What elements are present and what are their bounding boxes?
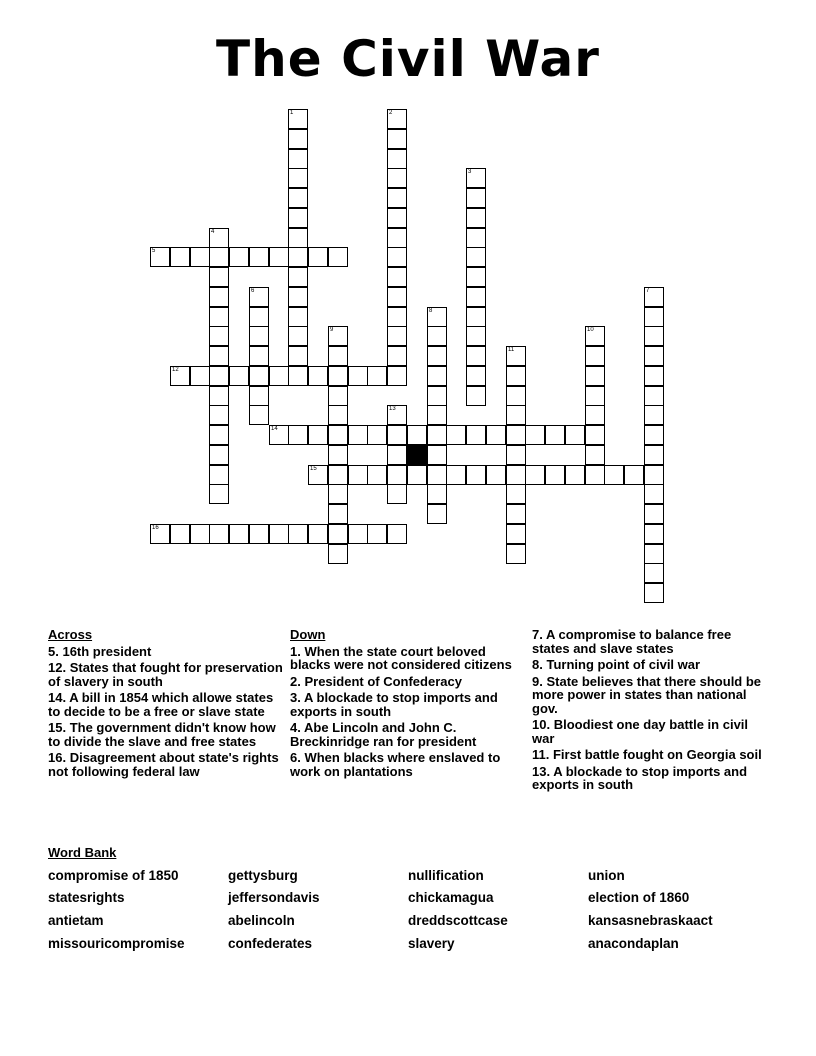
clue-down-3: [290, 691, 524, 718]
grid-cell[interactable]: [308, 247, 328, 267]
grid-cell[interactable]: [387, 346, 407, 366]
clue-down-4: [290, 721, 524, 748]
clue-text: State believes that there should be more power in states than national gov.: [532, 673, 762, 716]
grid-cell[interactable]: [209, 524, 229, 544]
clue-number: 1.: [290, 643, 301, 659]
down-clues-continued: [532, 628, 772, 795]
grid-cell[interactable]: [387, 484, 407, 504]
clue-text: States that fought for preservation of slavery in south: [48, 660, 283, 689]
grid-cell[interactable]: [328, 484, 348, 504]
clue-text: When the state court beloved blacks were not considered citizens: [290, 643, 512, 672]
grid-cell[interactable]: [387, 228, 407, 248]
grid-cell[interactable]: [644, 563, 664, 583]
clue-down-8: [532, 658, 772, 672]
grid-cell[interactable]: [466, 208, 486, 228]
clue-across-12: [48, 661, 284, 688]
clue-number-label: 13: [389, 406, 396, 412]
grid-cell[interactable]: [565, 465, 585, 485]
grid-cell[interactable]: [288, 366, 308, 386]
grid-cell[interactable]: [585, 326, 605, 346]
clue-down-1: [290, 645, 524, 672]
grid-cell[interactable]: [644, 386, 664, 406]
grid-cell[interactable]: [387, 524, 407, 544]
grid-cell[interactable]: [604, 465, 624, 485]
grid-cell[interactable]: [209, 366, 229, 386]
grid-cell[interactable]: [466, 287, 486, 307]
grid-cell[interactable]: [328, 465, 348, 485]
grid-cell[interactable]: [644, 307, 664, 327]
grid-cell[interactable]: [644, 346, 664, 366]
grid-cell[interactable]: [348, 465, 368, 485]
word-bank-heading: Word Bank: [48, 845, 117, 860]
clue-text: A blockade to stop imports and exports in south: [532, 763, 748, 792]
grid-cell[interactable]: [466, 228, 486, 248]
grid-cell[interactable]: [308, 366, 328, 386]
word-bank-item: antietam: [48, 913, 104, 928]
clue-number-label: 10: [587, 327, 594, 333]
grid-cell[interactable]: [427, 504, 447, 524]
grid-cell[interactable]: [328, 405, 348, 425]
grid-cell[interactable]: [585, 346, 605, 366]
grid-cell[interactable]: [249, 326, 269, 346]
grid-cell[interactable]: [249, 287, 269, 307]
grid-cell[interactable]: [545, 425, 565, 445]
grid-cell[interactable]: [190, 524, 210, 544]
clue-number: 15.: [48, 720, 67, 735]
grid-cell[interactable]: [644, 445, 664, 465]
grid-cell[interactable]: [209, 445, 229, 465]
clue-across-5: [48, 645, 284, 659]
grid-cell[interactable]: [328, 425, 348, 445]
grid-cell[interactable]: [328, 346, 348, 366]
grid-cell[interactable]: [644, 287, 664, 307]
grid-cell[interactable]: [585, 366, 605, 386]
grid-cell[interactable]: [209, 287, 229, 307]
grid-cell[interactable]: [367, 524, 387, 544]
clue-text: A bill in 1854 which allowe states to decide to be a free or slave state: [48, 690, 274, 719]
clue-number: 2.: [290, 673, 301, 689]
grid-cell[interactable]: [288, 109, 308, 129]
grid-cell[interactable]: [249, 386, 269, 406]
clue-number-label: 4: [211, 229, 215, 235]
clue-number-label: 7: [646, 288, 650, 294]
grid-cell[interactable]: [308, 524, 328, 544]
grid-cell[interactable]: [427, 484, 447, 504]
down-clues: [290, 628, 524, 781]
clue-number-label: 6: [251, 288, 255, 294]
grid-cell[interactable]: [506, 445, 526, 465]
clue-text: Bloodiest one day battle in civil war: [532, 717, 749, 746]
grid-cell[interactable]: [269, 524, 289, 544]
grid-cell[interactable]: [328, 366, 348, 386]
grid-cell[interactable]: [288, 188, 308, 208]
clue-text: Turning point of civil war: [546, 657, 701, 672]
clue-number: 16.: [48, 750, 67, 765]
clue-number: 5.: [48, 643, 59, 659]
grid-cell[interactable]: [466, 247, 486, 267]
clue-number: 4.: [290, 720, 301, 735]
grid-cell[interactable]: [249, 524, 269, 544]
grid-cell[interactable]: [466, 465, 486, 485]
grid-cell[interactable]: [506, 386, 526, 406]
grid-cell[interactable]: [506, 504, 526, 524]
clue-number-label: 16: [152, 525, 159, 531]
black-square: [407, 445, 427, 465]
word-bank-item: slavery: [408, 936, 455, 951]
grid-cell[interactable]: [170, 524, 190, 544]
grid-cell[interactable]: [288, 425, 308, 445]
word-bank-item: compromise of 1850: [48, 868, 179, 883]
word-bank-item: anacondaplan: [588, 936, 679, 951]
clue-across-14: [48, 691, 284, 718]
grid-cell[interactable]: [427, 445, 447, 465]
grid-cell[interactable]: [427, 425, 447, 445]
grid-cell[interactable]: [150, 524, 170, 544]
grid-cell[interactable]: [387, 307, 407, 327]
grid-cell[interactable]: [644, 326, 664, 346]
word-bank-item: kansasnebraskaact: [588, 913, 713, 928]
word-bank-item: confederates: [228, 936, 313, 951]
clue-across-15: [48, 721, 284, 748]
clue-number-label: 5: [152, 248, 156, 254]
grid-cell[interactable]: [624, 465, 644, 485]
grid-cell[interactable]: [446, 465, 466, 485]
grid-cell[interactable]: [466, 425, 486, 445]
grid-cell[interactable]: [585, 405, 605, 425]
grid-cell[interactable]: [506, 405, 526, 425]
grid-cell[interactable]: [585, 425, 605, 445]
clue-text: A blockade to stop imports and exports in south: [290, 690, 498, 719]
grid-cell[interactable]: [209, 326, 229, 346]
grid-cell[interactable]: [387, 208, 407, 228]
grid-cell[interactable]: [545, 465, 565, 485]
grid-cell[interactable]: [249, 405, 269, 425]
grid-cell[interactable]: [249, 366, 269, 386]
grid-cell[interactable]: [644, 544, 664, 564]
across-heading: Across: [48, 627, 93, 642]
clue-down-9: [532, 675, 772, 716]
grid-cell[interactable]: [367, 425, 387, 445]
grid-cell[interactable]: [486, 425, 506, 445]
grid-cell[interactable]: [288, 307, 308, 327]
grid-cell[interactable]: [525, 425, 545, 445]
grid-cell[interactable]: [288, 287, 308, 307]
grid-cell[interactable]: [367, 366, 387, 386]
word-bank-item: chickamagua: [408, 890, 494, 905]
word-bank-item: nullification: [408, 868, 484, 883]
grid-cell[interactable]: [506, 366, 526, 386]
grid-cell[interactable]: [486, 465, 506, 485]
grid-cell[interactable]: [466, 307, 486, 327]
grid-cell[interactable]: [506, 484, 526, 504]
grid-cell[interactable]: [328, 544, 348, 564]
grid-cell[interactable]: [328, 524, 348, 544]
grid-cell[interactable]: [209, 386, 229, 406]
grid-cell[interactable]: [466, 188, 486, 208]
grid-cell[interactable]: [407, 425, 427, 445]
page-title: The Civil War: [216, 30, 600, 88]
clue-text: The government didn't know how to divide the slave and free states: [48, 720, 276, 749]
grid-cell[interactable]: [644, 405, 664, 425]
grid-cell[interactable]: [328, 326, 348, 346]
grid-cell[interactable]: [209, 425, 229, 445]
grid-cell[interactable]: [427, 346, 447, 366]
grid-cell[interactable]: [387, 168, 407, 188]
grid-cell[interactable]: [288, 326, 308, 346]
word-bank-item: jeffersondavis: [228, 890, 320, 905]
grid-cell[interactable]: [249, 307, 269, 327]
grid-cell[interactable]: [229, 524, 249, 544]
clue-text: When blacks where enslaved to work on plantations: [290, 750, 501, 779]
grid-cell[interactable]: [427, 405, 447, 425]
grid-cell[interactable]: [269, 247, 289, 267]
clue-number-label: 12: [172, 367, 179, 373]
grid-cell[interactable]: [348, 524, 368, 544]
word-bank-item: election of 1860: [588, 890, 690, 905]
grid-cell[interactable]: [209, 405, 229, 425]
clue-text: First battle fought on Georgia soil: [552, 747, 762, 762]
word-bank-item: gettysburg: [228, 868, 298, 883]
clue-number-label: 2: [389, 110, 393, 116]
grid-cell[interactable]: [466, 346, 486, 366]
grid-cell[interactable]: [170, 366, 190, 386]
grid-cell[interactable]: [506, 346, 526, 366]
clue-number-label: 15: [310, 466, 317, 472]
grid-cell[interactable]: [367, 465, 387, 485]
clue-number: 11.: [532, 747, 550, 762]
grid-cell[interactable]: [328, 386, 348, 406]
grid-cell[interactable]: [506, 465, 526, 485]
grid-cell[interactable]: [644, 504, 664, 524]
grid-cell[interactable]: [209, 346, 229, 366]
grid-cell[interactable]: [387, 287, 407, 307]
grid-cell[interactable]: [209, 465, 229, 485]
clue-text: Abe Lincoln and John C. Breckinridge ran for president: [290, 720, 477, 749]
grid-cell[interactable]: [525, 465, 545, 485]
grid-cell[interactable]: [150, 247, 170, 267]
clue-down-13: [532, 765, 772, 792]
word-bank-item: union: [588, 868, 625, 883]
clue-text: 16th president: [62, 643, 152, 659]
grid-cell[interactable]: [288, 247, 308, 267]
clue-number: 9.: [532, 673, 543, 689]
across-clues: [48, 628, 284, 781]
grid-cell[interactable]: [387, 267, 407, 287]
grid-cell[interactable]: [387, 326, 407, 346]
grid-cell[interactable]: [190, 366, 210, 386]
grid-cell[interactable]: [585, 445, 605, 465]
grid-cell[interactable]: [209, 247, 229, 267]
grid-cell[interactable]: [506, 544, 526, 564]
grid-cell[interactable]: [288, 149, 308, 169]
grid-cell[interactable]: [209, 228, 229, 248]
grid-cell[interactable]: [644, 583, 664, 603]
grid-cell[interactable]: [644, 465, 664, 485]
grid-cell[interactable]: [170, 247, 190, 267]
clue-number-label: 9: [330, 327, 334, 333]
clue-across-16: [48, 751, 284, 778]
clue-down-6: [290, 751, 524, 778]
grid-cell[interactable]: [288, 346, 308, 366]
grid-cell[interactable]: [427, 326, 447, 346]
grid-cell[interactable]: [644, 425, 664, 445]
grid-cell[interactable]: [427, 386, 447, 406]
grid-cell[interactable]: [387, 129, 407, 149]
grid-cell[interactable]: [328, 445, 348, 465]
grid-cell[interactable]: [387, 247, 407, 267]
grid-cell[interactable]: [427, 366, 447, 386]
grid-cell[interactable]: [446, 425, 466, 445]
grid-cell[interactable]: [387, 188, 407, 208]
grid-cell[interactable]: [565, 425, 585, 445]
grid-cell[interactable]: [229, 247, 249, 267]
grid-cell[interactable]: [506, 425, 526, 445]
grid-cell[interactable]: [328, 504, 348, 524]
grid-cell[interactable]: [466, 267, 486, 287]
grid-cell[interactable]: [288, 168, 308, 188]
grid-cell[interactable]: [585, 465, 605, 485]
grid-cell[interactable]: [288, 129, 308, 149]
grid-cell[interactable]: [328, 247, 348, 267]
clue-number-label: 14: [271, 426, 278, 432]
grid-cell[interactable]: [387, 445, 407, 465]
clue-number: 13.: [532, 763, 551, 779]
clue-number: 6.: [290, 750, 301, 765]
clue-down-11: [532, 748, 772, 762]
clue-number-label: 3: [468, 169, 472, 175]
grid-cell[interactable]: [387, 109, 407, 129]
grid-cell[interactable]: [269, 425, 289, 445]
clue-number: 10.: [532, 717, 551, 732]
grid-cell[interactable]: [466, 366, 486, 386]
grid-cell[interactable]: [506, 524, 526, 544]
grid-cell[interactable]: [288, 228, 308, 248]
clue-down-10: [532, 718, 772, 745]
grid-cell[interactable]: [308, 425, 328, 445]
grid-cell[interactable]: [348, 425, 368, 445]
clue-number-label: 8: [429, 308, 433, 314]
grid-cell[interactable]: [644, 366, 664, 386]
clue-text: A compromise to balance free states and slave states: [532, 627, 732, 656]
grid-cell[interactable]: [387, 366, 407, 386]
clue-number: 14.: [48, 690, 67, 705]
clue-number: 8.: [532, 657, 543, 672]
grid-cell[interactable]: [209, 484, 229, 504]
word-bank-item: missouricompromise: [48, 936, 185, 951]
grid-cell[interactable]: [466, 326, 486, 346]
clue-down-2: [290, 675, 524, 689]
word-bank-item: statesrights: [48, 890, 125, 905]
grid-cell[interactable]: [387, 405, 407, 425]
grid-cell[interactable]: [288, 208, 308, 228]
grid-cell[interactable]: [249, 247, 269, 267]
grid-cell[interactable]: [466, 386, 486, 406]
grid-cell[interactable]: [407, 465, 427, 485]
grid-cell[interactable]: [209, 267, 229, 287]
grid-cell[interactable]: [427, 307, 447, 327]
word-bank-item: abelincoln: [228, 913, 295, 928]
grid-cell[interactable]: [644, 524, 664, 544]
grid-cell[interactable]: [466, 168, 486, 188]
grid-cell[interactable]: [269, 366, 289, 386]
grid-cell[interactable]: [288, 267, 308, 287]
clue-number: 3.: [290, 690, 301, 705]
clue-text: Disagreement about state's rights not following federal law: [48, 750, 279, 779]
clue-number-label: 1: [290, 110, 294, 116]
down-heading: Down: [290, 627, 326, 642]
grid-cell[interactable]: [190, 247, 210, 267]
grid-cell[interactable]: [229, 366, 249, 386]
grid-cell[interactable]: [249, 346, 269, 366]
word-bank-item: dreddscottcase: [408, 913, 508, 928]
grid-cell[interactable]: [387, 465, 407, 485]
grid-cell[interactable]: [209, 307, 229, 327]
clue-text: President of Confederacy: [304, 673, 462, 689]
grid-cell[interactable]: [288, 524, 308, 544]
clue-down-7: [532, 628, 772, 655]
grid-cell[interactable]: [308, 465, 328, 485]
grid-cell[interactable]: [387, 149, 407, 169]
grid-cell[interactable]: [387, 425, 407, 445]
grid-cell[interactable]: [427, 465, 447, 485]
clue-number-label: 11: [508, 347, 515, 353]
grid-cell[interactable]: [585, 386, 605, 406]
grid-cell[interactable]: [644, 484, 664, 504]
grid-cell[interactable]: [348, 366, 368, 386]
clue-number: 7.: [532, 627, 543, 642]
clue-number: 12.: [48, 660, 67, 675]
